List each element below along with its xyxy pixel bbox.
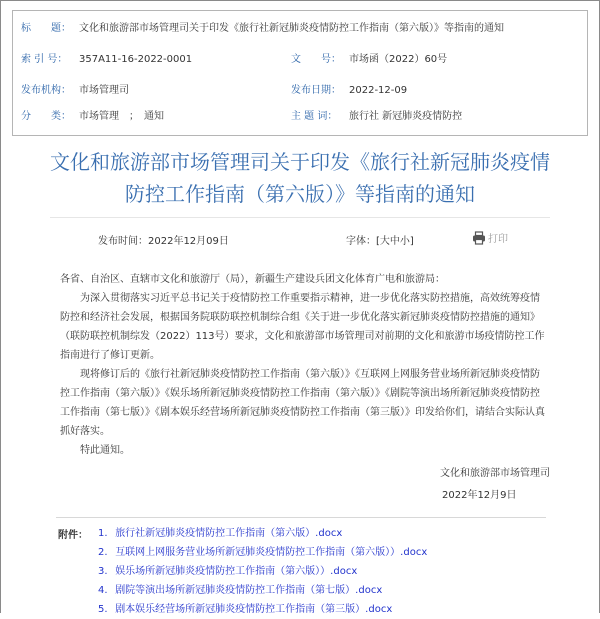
attachments-list	[98, 524, 427, 619]
meta-org-label: 发布机构：	[21, 85, 71, 96]
attachment-name: 剧本娱乐经营场所新冠肺炎疫情防控工作指南（第三版）.docx	[115, 604, 393, 615]
attachment-num: 2.	[98, 547, 108, 558]
attachment-link[interactable]	[98, 562, 427, 581]
attachment-num: 1.	[98, 528, 108, 539]
meta-category-label: 分 类：	[21, 111, 71, 122]
print-label: 打印	[488, 234, 508, 245]
meta-category-value: 市场管理 ； 通知	[79, 111, 164, 122]
attachment-num: 5.	[98, 604, 108, 615]
signature-date: 2022年12月9日	[442, 490, 517, 501]
closing-line: 特此通知。	[80, 445, 130, 456]
meta-date-label: 发布日期：	[291, 85, 341, 96]
attachment-name: 剧院等演出场所新冠肺炎疫情防控工作指南（第七版）.docx	[115, 585, 383, 596]
title-divider	[50, 217, 550, 218]
signature-org: 文化和旅游部市场管理司	[440, 468, 550, 479]
attachment-link[interactable]	[98, 543, 427, 562]
article-title-line2: 防控工作指南（第六版）》等指南的通知	[125, 182, 475, 206]
printer-icon	[472, 231, 486, 245]
attachment-link[interactable]	[98, 524, 427, 543]
print-button[interactable]	[472, 230, 508, 245]
meta-date-value: 2022-12-09	[349, 85, 408, 96]
metadata-table	[12, 10, 588, 136]
attachment-divider	[56, 517, 546, 518]
attachments-label: 附件：	[58, 530, 88, 541]
meta-keywords-value: 旅行社 新冠肺炎疫情防控	[349, 111, 463, 122]
salutation: 各省、自治区、直辖市文化和旅游厅（局），新疆生产建设兵团文化体育广电和旅游局：	[60, 274, 445, 285]
font-size-selector[interactable]: 字体：[大中小]	[346, 236, 414, 247]
meta-org-value: 市场管理司	[79, 85, 129, 96]
meta-title-label: 标 题：	[21, 23, 71, 34]
attachment-link[interactable]	[98, 581, 427, 600]
meta-keywords-label: 主 题 词：	[291, 111, 338, 122]
meta-title-value: 文化和旅游部市场管理司关于印发《旅行社新冠肺炎疫情防控工作指南（第六版）》等指南的通知	[79, 23, 504, 34]
attachment-num: 3.	[98, 566, 108, 577]
attachment-link[interactable]	[98, 600, 427, 619]
article-title-line1: 文化和旅游部市场管理司关于印发《旅行社新冠肺炎疫情	[50, 150, 550, 174]
body-paragraph: 现将修订后的《旅行社新冠肺炎疫情防控工作指南（第六版）》《互联网上网服务营业场所新冠肺炎疫情防控工作指南（第六版）》《娱乐场所新冠肺炎疫情防控工作指南（第六版）》《剧院等演出场所新冠肺炎疫情防控工作指南（第七版）》《剧本娱乐经营场所新冠肺炎疫情防控工作指南（第三版）》印发给你们，请结合实际认真抓好落实。	[60, 369, 545, 437]
attachment-name: 旅行社新冠肺炎疫情防控工作指南（第六版）.docx	[115, 528, 343, 539]
meta-index-label: 索 引 号：	[21, 54, 68, 65]
article-body	[60, 270, 546, 460]
meta-docno-value: 市场函（2022）60号	[349, 54, 448, 65]
meta-index-value: 357A11-16-2022-0001	[79, 54, 193, 65]
body-paragraph: 为深入贯彻落实习近平总书记关于疫情防控工作重要指示精神，进一步优化落实防控措施，高效统筹疫情防控和经济社会发展，根据国务院联防联控机制综合组《关于进一步优化落实新冠肺炎疫情防控措施的通知》（联防联控机制综发（2022）113号）要求，文化和旅游部市场管理司对前期的文化和旅游市场疫情防控工作指南进行了修订更新。	[60, 293, 545, 361]
attachment-name: 互联网上网服务营业场所新冠肺炎疫情防控工作指南（第六版））.docx	[115, 547, 428, 558]
attachment-num: 4.	[98, 585, 108, 596]
meta-docno-label: 文 号：	[291, 54, 341, 65]
attachment-name: 娱乐场所新冠肺炎疫情防控工作指南（第六版））.docx	[115, 566, 358, 577]
publish-time: 发布时间：2022年12月09日	[98, 236, 229, 247]
